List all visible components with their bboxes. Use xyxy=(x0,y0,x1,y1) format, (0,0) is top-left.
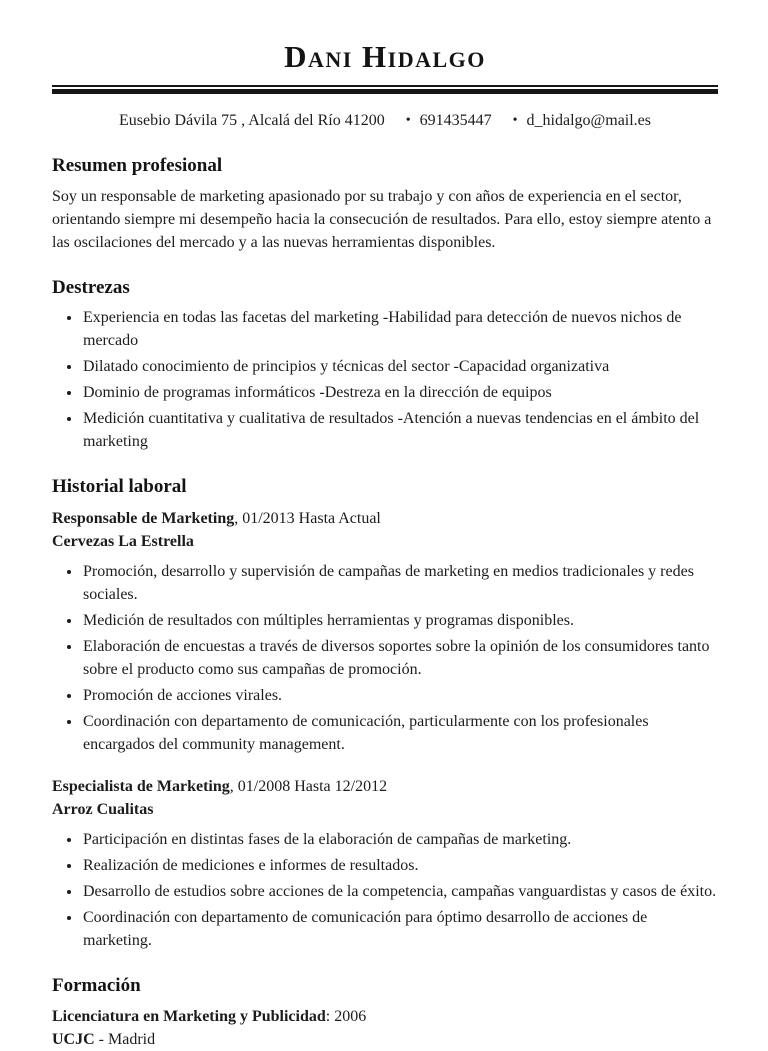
skills-list xyxy=(52,306,718,453)
job-entry xyxy=(52,507,718,756)
job-title-line xyxy=(52,507,718,530)
job-duty: • Medición de resultados con múltiples herramientas y programas disponibles. xyxy=(82,609,718,632)
education-school: UCJC xyxy=(52,1031,95,1048)
section-heading-formacion: Formación xyxy=(52,975,141,996)
section-heading-resumen-profesional: Resumen profesional xyxy=(52,155,223,176)
education-school-line xyxy=(52,1028,718,1051)
contact-email: d_hidalgo@mail.es xyxy=(526,112,652,129)
contact-address: Eusebio Dávila 75 , Alcalá del Río 41200 xyxy=(118,112,385,129)
job-duty: • Desarrollo de estudios sobre acciones de la competencia, campañas vanguardistas y casos de éxito. xyxy=(82,880,718,903)
job-duty: • Coordinación con departamento de comunicación, particularmente con los profesionales encargados del community management. xyxy=(82,710,718,756)
job-duty: • Coordinación con departamento de comunicación para óptimo desarrollo de acciones de marketing. xyxy=(82,906,718,952)
education-entry xyxy=(52,1005,718,1051)
contact-phone: 691435447 xyxy=(419,112,492,129)
contact-line xyxy=(52,109,718,132)
job-duty: • Promoción de acciones virales. xyxy=(82,684,718,707)
section-education xyxy=(52,975,718,1051)
job-duty: • Realización de mediciones e informes de resultados. xyxy=(82,854,718,877)
job-company: Arroz Cualitas xyxy=(52,801,154,818)
job-duty: • Participación en distintas fases de la elaboración de campañas de marketing. xyxy=(82,828,718,851)
job-title: Especialista de Marketing xyxy=(52,778,230,795)
section-work-history xyxy=(52,476,718,952)
skill-item: • Dominio de programas informáticos -Destreza en la dirección de equipos xyxy=(82,381,718,404)
education-degree-line xyxy=(52,1005,718,1028)
candidate-name: Dani Hidalgo xyxy=(284,39,486,74)
job-duties-list xyxy=(52,828,718,952)
section-professional-summary xyxy=(52,155,718,254)
job-dates: , 01/2008 Hasta 12/2012 xyxy=(229,778,388,795)
job-duties-list xyxy=(52,560,718,756)
education-location: - Madrid xyxy=(94,1031,156,1048)
section-heading-destrezas: Destrezas xyxy=(52,277,130,298)
bullet-separator-icon: • xyxy=(512,113,518,128)
education-degree: Licenciatura en Marketing y Publicidad xyxy=(52,1008,326,1025)
skill-item: • Dilatado conocimiento de principios y técnicas del sector -Capacidad organizativa xyxy=(82,355,718,378)
skill-item: • Medición cuantitativa y cualitativa de resultados -Atención a nuevas tendencias en el ámbito del marketing xyxy=(82,407,718,453)
education-year: : 2006 xyxy=(325,1008,367,1025)
job-dates: , 01/2013 Hasta Actual xyxy=(234,510,381,527)
section-skills xyxy=(52,277,718,453)
header-double-rule xyxy=(52,85,718,94)
bullet-separator-icon: • xyxy=(405,113,411,128)
job-entry xyxy=(52,775,718,952)
job-company: Cervezas La Estrella xyxy=(52,533,194,550)
section-heading-historial-laboral: Historial laboral xyxy=(52,476,187,497)
skill-item: • Experiencia en todas las facetas del marketing -Habilidad para detección de nuevos nichos de mercado xyxy=(82,306,718,352)
job-title: Responsable de Marketing xyxy=(52,510,235,527)
job-duty: • Promoción, desarrollo y supervisión de campañas de marketing en medios tradicionales y redes sociales. xyxy=(82,560,718,606)
job-duty: • Elaboración de encuestas a través de diversos soportes sobre la opinión de los consumidores tanto sobre el producto como sus campañas de promoción. xyxy=(82,635,718,681)
summary-paragraph: Soy un responsable de marketing apasionado por su trabajo y con años de experiencia en el sector, orientando siempre mi desempeño hacia la consecución de resultados. Para ello, estoy siempre atento a las oscilaciones del mercado y a las nuevas herramientas disponibles. xyxy=(52,188,712,251)
job-title-line xyxy=(52,775,718,798)
